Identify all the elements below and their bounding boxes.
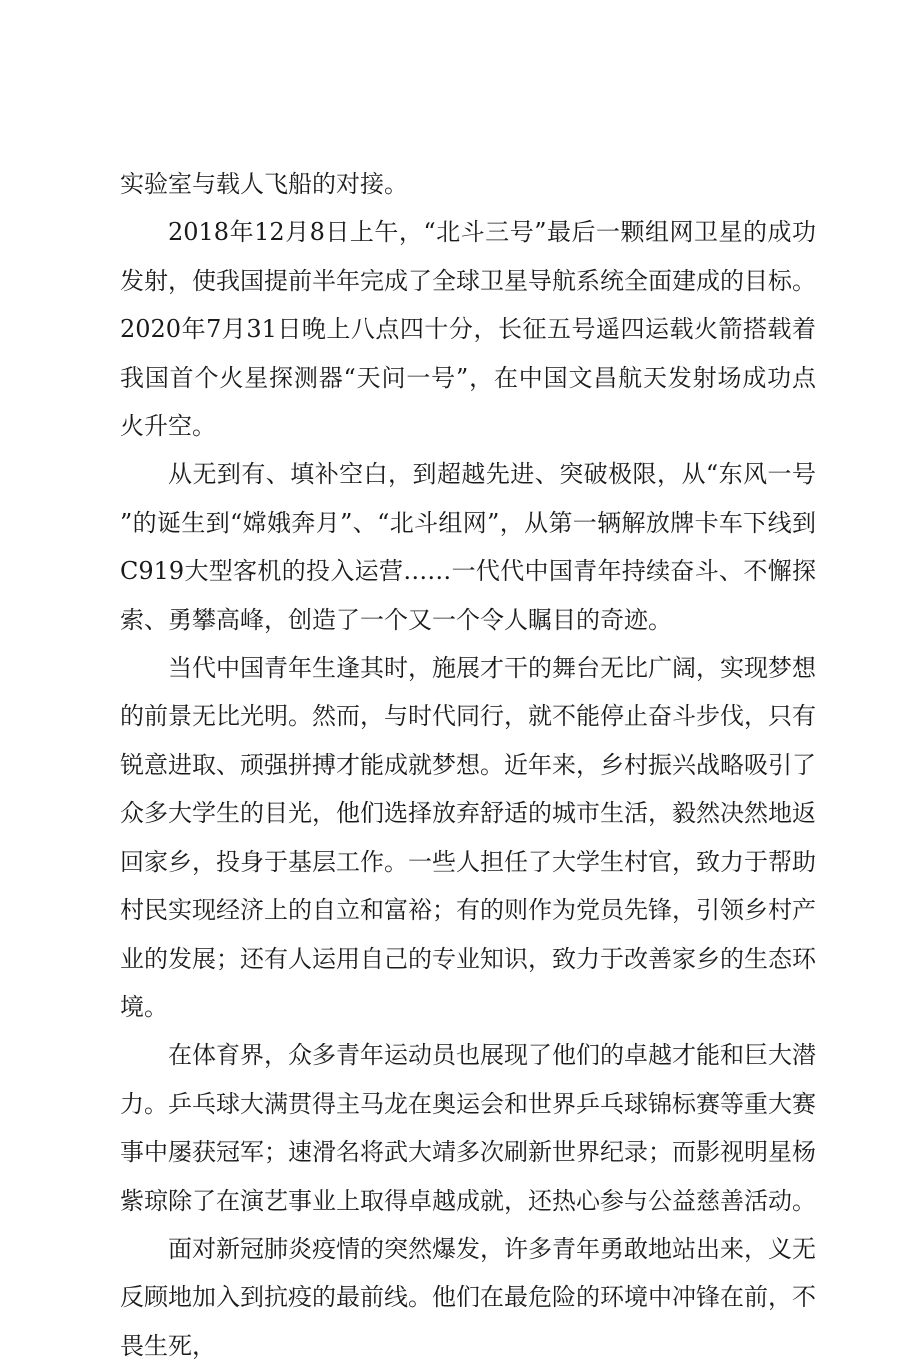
paragraph: 实验室与载人飞船的对接。: [120, 170, 408, 198]
document-body: [120, 160, 816, 1370]
paragraph: 当代中国青年生逢其时，施展才干的舞台无比广阔，实现梦想的前景无比光明。然而，与时代同行，就不能停止奋斗步伐，只有锐意进取、顽强拼搏才能成就梦想。近年来，乡村振兴战略吸引了众多大学生的目光，他们选择放弃舒适的城市生活，毅然决然地返回家乡，投身于基层工作。一些人担任了大学生村官，致力于帮助村民实现经济上的自立和富裕；有的则作为党员先锋，引领乡村产业的发展；还有人运用自己的专业知识，致力于改善家乡的生态环境。: [120, 654, 816, 1021]
paragraph: 从无到有、填补空白，到超越先进、突破极限，从“东风一号”的诞生到“嫦娥奔月”、“北斗组网”，从第一辆解放牌卡车下线到C919大型客机的投入运营……一代代中国青年持续奋斗、不懈探索、勇攀高峰，创造了一个又一个令人瞩目的奇迹。: [120, 460, 816, 634]
paragraph: 面对新冠肺炎疫情的突然爆发，许多青年勇敢地站出来，义无反顾地加入到抗疫的最前线。他们在最危险的环境中冲锋在前，不畏生死，: [120, 1234, 816, 1360]
paragraph: 在体育界，众多青年运动员也展现了他们的卓越才能和巨大潜力。乒乓球大满贯得主马龙在奥运会和世界乒乓球锦标赛等重大赛事中屡获冠军；速滑名将武大靖多次刷新世界纪录；而影视明星杨紫琼除了在演艺事业上取得卓越成就，还热心参与公益慈善活动。: [120, 1041, 816, 1215]
paragraph: 2018年12月8日上午，“北斗三号”最后一颗组网卫星的成功发射，使我国提前半年完成了全球卫星导航系统全面建成的目标。2020年7月31日晚上八点四十分，长征五号遥四运载火箭搭载着我国首个火星探测器“天问一号”，在中国文昌航天发射场成功点火升空。: [120, 218, 816, 441]
